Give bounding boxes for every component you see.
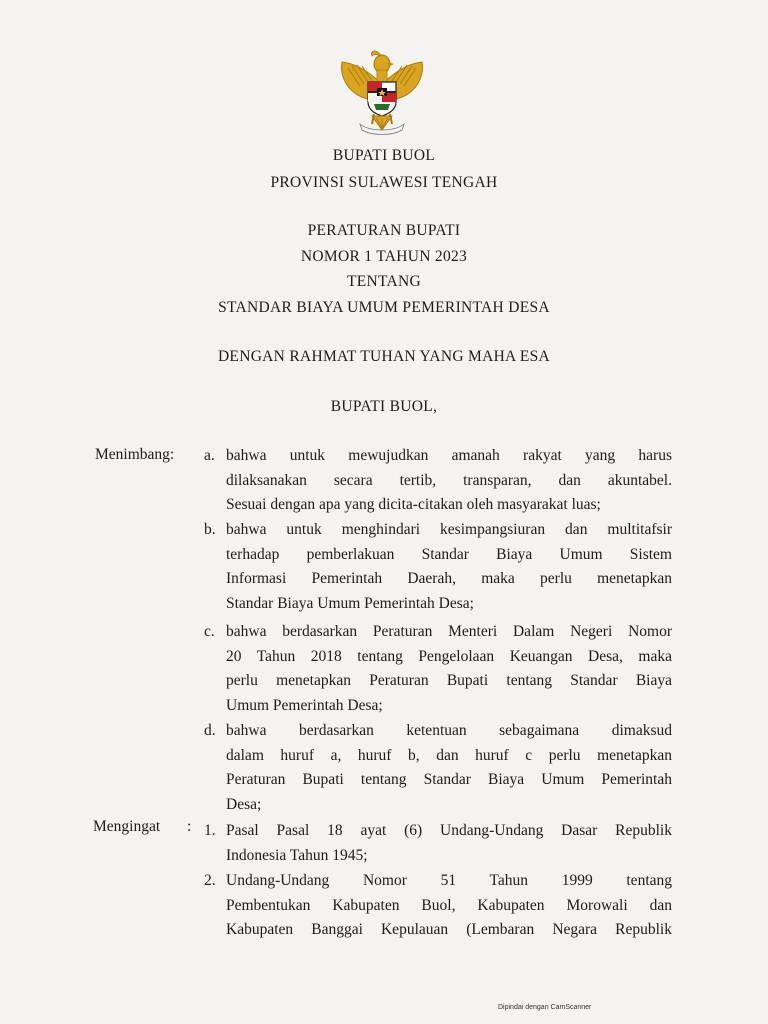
item-line: dilaksanakan secara tertib, transparan, dan akuntabel. <box>226 471 672 489</box>
item-line: 20 Tahun 2018 tentang Pengelolaan Keuangan Desa, maka <box>226 647 672 665</box>
item-marker: 2. <box>204 872 216 889</box>
office-line-1: BUPATI BUOL <box>332 147 436 164</box>
regulation-type: PERATURAN BUPATI <box>307 222 461 239</box>
menimbang-item-d <box>204 719 672 817</box>
regulation-about: TENTANG <box>346 273 422 290</box>
scanner-watermark: Dipindai dengan CamScanner <box>498 1004 592 1011</box>
item-line: Desa; <box>226 795 262 813</box>
preamble-authority: BUPATI BUOL, <box>330 398 438 415</box>
item-line: perlu menetapkan Peraturan Bupati tentang Standar Biaya <box>226 672 672 689</box>
item-marker: 1. <box>204 822 216 839</box>
item-line: bahwa untuk menghindari kesimpangsiuran dan multitafsir <box>226 521 672 538</box>
regulation-number: NOMOR 1 TAHUN 2023 <box>300 248 468 265</box>
office-line-2: PROVINSI SULAWESI TENGAH <box>270 174 498 191</box>
mengingat-item-1 <box>204 819 672 868</box>
regulation-subject: STANDAR BIAYA UMUM PEMERINTAH DESA <box>218 299 550 316</box>
item-marker: c. <box>204 623 215 640</box>
mengingat-label: Mengingat <box>93 818 161 835</box>
item-line: Umum Pemerintah Desa; <box>226 696 383 714</box>
item-marker: d. <box>204 722 216 739</box>
item-line: Kabupaten Banggai Kepulauan (Lembaran Negara Republik <box>226 921 672 938</box>
item-line: bahwa berdasarkan ketentuan sebagaimana dimaksud <box>226 722 672 739</box>
garuda-emblem <box>330 42 434 138</box>
menimbang-item-c <box>204 620 672 718</box>
item-line: Undang-Undang Nomor 51 Tahun 1999 tentang <box>226 872 672 889</box>
preamble-blessing: DENGAN RAHMAT TUHAN YANG MAHA ESA <box>217 348 551 365</box>
item-line: Peraturan Bupati tentang Standar Biaya Umum Pemerintah <box>226 771 672 788</box>
item-line: Indonesia Tahun 1945; <box>226 846 368 864</box>
item-marker: a. <box>204 447 215 464</box>
mengingat-colon: : <box>187 818 192 835</box>
item-line: bahwa untuk mewujudkan amanah rakyat yang harus <box>226 447 672 464</box>
item-line: Pasal Pasal 18 ayat (6) Undang-Undang Dasar Republik <box>226 822 672 839</box>
item-line: bahwa berdasarkan Peraturan Menteri Dalam Negeri Nomor <box>226 623 672 640</box>
item-line: terhadap pemberlakuan Standar Biaya Umum Sistem <box>226 545 672 563</box>
item-line: Sesuai dengan apa yang dicita-citakan oleh masyarakat luas; <box>226 496 601 513</box>
item-line: dalam huruf a, huruf b, dan huruf c perlu menetapkan <box>226 746 672 764</box>
menimbang-label: Menimbang: <box>95 446 175 463</box>
menimbang-item-b <box>204 518 672 616</box>
mengingat-item-2 <box>204 869 672 943</box>
item-line: Informasi Pemerintah Daerah, maka perlu menetapkan <box>226 570 672 587</box>
item-line: Pembentukan Kabupaten Buol, Kabupaten Morowali dan <box>226 896 672 914</box>
menimbang-item-a <box>204 444 672 518</box>
item-marker: b. <box>204 521 216 538</box>
item-line: Standar Biaya Umum Pemerintah Desa; <box>226 594 474 612</box>
